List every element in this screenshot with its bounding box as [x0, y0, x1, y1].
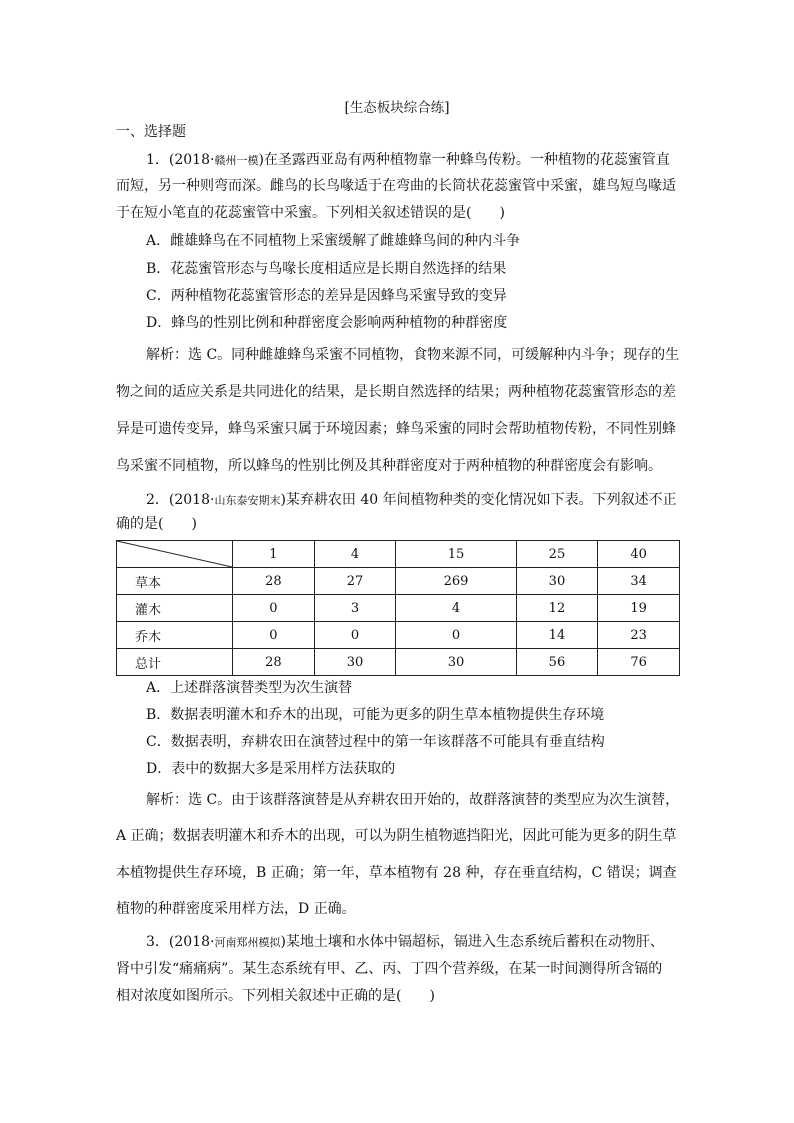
q2-source: 山东泰安期末: [214, 494, 281, 507]
year-header: 1: [233, 541, 315, 568]
table-cell: 28: [233, 568, 315, 595]
q1-analysis-line-4: 鸟采蜜不同植物，所以蜂鸟的性别比例及其种群密度对于两种植物的种群密度会有影响。: [116, 458, 662, 474]
table-corner-cell: [117, 541, 233, 568]
q2-analysis-line-2: A 正确；数据表明灌木和乔木的出现，可以为阴生植物遮挡阳光，因此可能为更多的阴生草: [116, 828, 677, 844]
q1-stem-line-1: 1．(2018·赣州一模)在圣露西亚岛有两种植物靠一种蜂鸟传粉。一种植物的花蕊蜜管直: [146, 152, 670, 168]
q2-option-a: A．上述群落演替类型为次生演替: [146, 680, 353, 696]
year-header: 40: [598, 541, 680, 568]
plant-species-table: [116, 540, 680, 676]
table-cell: 19: [598, 595, 680, 622]
table-cell: 76: [598, 649, 680, 676]
q1-source: 赣州一模: [214, 154, 259, 167]
q1-analysis-line-3: 异是可遗传变异，蜂鸟采蜜只属于环境因素；蜂鸟采蜜的同时会帮助植物传粉，不同性别蜂: [116, 421, 676, 437]
table-cell: 30: [516, 568, 598, 595]
year-header: 15: [396, 541, 516, 568]
q2-stem-line-1: 2．(2018·山东泰安期末)某弃耕农田 40 年间植物种类的变化情况如下表。下列叙述不正: [146, 492, 677, 508]
table-cell: 27: [314, 568, 396, 595]
q2-option-b: B．数据表明灌木和乔木的出现，可能为更多的阴生草本植物提供生存环境: [146, 707, 605, 723]
q2-analysis-line-4: 植物的种群密度采用样方法，D 正确。: [116, 901, 356, 917]
section-heading: 一、选择题: [116, 124, 186, 140]
q1-option-c: C．两种植物花蕊蜜管形态的差异是因蜂鸟采蜜导致的变异: [146, 288, 507, 304]
q2-stem-line-2: 确的是( ): [116, 516, 197, 532]
table-cell: 0: [233, 622, 315, 649]
table-header-row: [117, 541, 680, 568]
row-label: 草本: [117, 568, 233, 595]
table-cell: 23: [598, 622, 680, 649]
table-row: [117, 649, 680, 676]
q1-option-a: A．雌雄蜂鸟在不同植物上采蜜缓解了雌雄蜂鸟间的种内斗争: [146, 233, 521, 249]
q3-source: 河南郑州模拟: [214, 936, 281, 949]
table-row: [117, 568, 680, 595]
table-row: [117, 595, 680, 622]
q2-option-d: D．表中的数据大多是采用样方法获取的: [146, 761, 396, 777]
table-cell: 4: [396, 595, 516, 622]
row-label: 乔木: [117, 622, 233, 649]
year-header: 25: [516, 541, 598, 568]
table-cell: 12: [516, 595, 598, 622]
table-cell: 30: [314, 649, 396, 676]
table-cell: 3: [314, 595, 396, 622]
q2-analysis-line-1: 解析：选 C。由于该群落演替是从弃耕农田开始的，故群落演替的类型应为次生演替，: [146, 792, 680, 808]
diagonal-line-icon: [117, 541, 232, 567]
q2-option-c: C．数据表明，弃耕农田在演替过程中的第一年该群落不可能具有垂直结构: [146, 734, 605, 750]
q1-analysis-line-2: 物之间的适应关系是共同进化的结果，是长期自然选择的结果；两种植物花蕊蜜管形态的差: [116, 384, 676, 400]
year-header: 4: [314, 541, 396, 568]
q1-option-b: B．花蕊蜜管形态与鸟喙长度相适应是长期自然选择的结果: [146, 261, 507, 277]
q3-stem-line-2: 肾中引发“痛痛病”。某生态系统有甲、乙、丙、丁四个营养级，在某一时间测得所含镉的: [116, 961, 663, 977]
page-title: [生态板块综合练]: [344, 100, 450, 116]
row-label: 灌木: [117, 595, 233, 622]
q1-stem-line-3: 于在短小笔直的花蕊蜜管中采蜜。下列相关叙述错误的是( ): [116, 205, 505, 221]
q1-analysis-line-1: 解析：选 C。同种雌雄蜂鸟采蜜不同植物，食物来源不同，可缓解种内斗争；现存的生: [146, 347, 680, 363]
q2-analysis-line-3: 本植物提供生存环境，B 正确；第一年，草本植物有 28 种，存在垂直结构，C 错误；调查: [116, 865, 677, 881]
table-row: [117, 622, 680, 649]
q3-stem-line-1: 3．(2018·河南郑州模拟)某地土壤和水体中镉超标，镉进入生态系统后蓄积在动物肝、: [146, 934, 664, 950]
table-cell: 28: [233, 649, 315, 676]
table-cell: 269: [396, 568, 516, 595]
q3-stem-line-3: 相对浓度如图所示。下列相关叙述中正确的是( ): [116, 988, 435, 1004]
table-cell: 0: [233, 595, 315, 622]
q1-stem-line-2: 而短，另一种则弯而深。雌鸟的长鸟喙适于在弯曲的长筒状花蕊蜜管中采蜜，雄鸟短鸟喙适: [116, 178, 676, 194]
q1-option-d: D．蜂鸟的性别比例和种群密度会影响两种植物的种群密度: [146, 315, 508, 331]
table-cell: 0: [314, 622, 396, 649]
table-cell: 0: [396, 622, 516, 649]
table-cell: 14: [516, 622, 598, 649]
table-cell: 56: [516, 649, 598, 676]
table-cell: 30: [396, 649, 516, 676]
table-cell: 34: [598, 568, 680, 595]
row-label: 总计: [117, 649, 233, 676]
